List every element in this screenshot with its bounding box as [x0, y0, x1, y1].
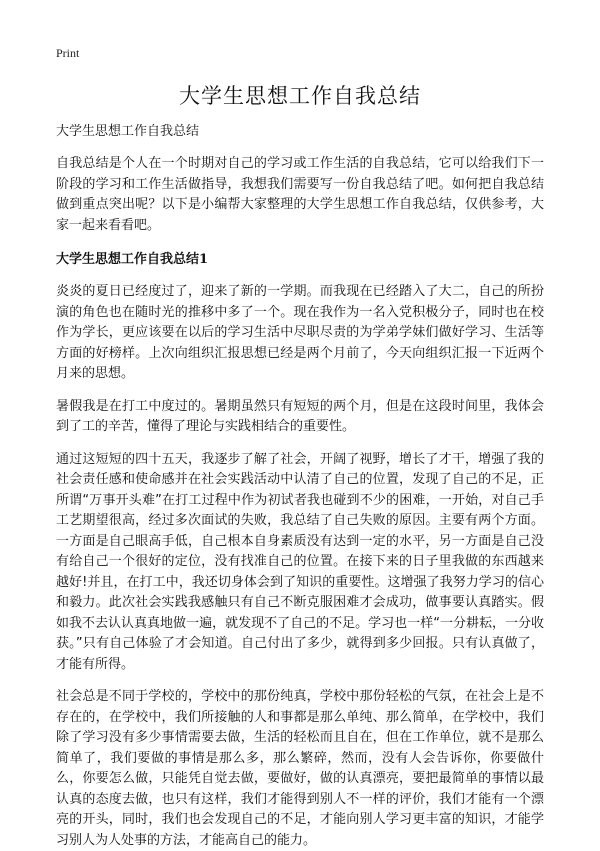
print-label: Print — [56, 46, 80, 60]
body-paragraph: 炎炎的夏日已经度过了，迎来了新的一学期。而我现在已经踏入了大二，自己的所扮演的角色也在随时光的推移中多了一个。现在我作为一名入党积极分子，同时也在校作为学长，更应该要在以后的学习生活中尽职尽责的为学弟学妹们做好学习、生活等方面的好榜样。上次向组织汇报思想已经是两个月前了，今天向组织汇报一下近两个月来的思想。 — [56, 284, 544, 381]
document-subtitle: 大学生思想工作自我总结 — [56, 124, 200, 139]
body-paragraph: 社会总是不同于学校的，学校中的那份纯真，学校中那份轻松的气氛，在社会上是不存在的，在学校中，我们所接触的人和事都是那么单纯、那么简单，在学校中，我们除了学习没有多少事情需要去做，生活的轻松而且自在，但在工作单位，就不是那么简单了，我们要做的事情是那么多，那么繁碎，然而，没有人会告诉你，你要做什么，你要怎么做，只能凭自觉去做，要做好，做的认真漂亮，要把最简单的事情以最认真的态度去做，也只有这样，我们才能得到别人不一样的评价，我们才能有一个漂亮的开头，同时，我们也会发现自己的不足，才能向别人学习更丰富的知识，才能学习别人为人处事的方法，才能高自己的能力。 — [56, 689, 544, 848]
section-heading: 大学生思想工作自我总结1 — [56, 252, 209, 267]
document-title: 大学生思想工作自我总结 — [179, 84, 421, 108]
body-paragraph: 暑假我是在打工中度过的。暑期虽然只有短短的两个月，但是在这段时间里，我体会到了工的辛苦，懂得了理论与实践相结合的重要性。 — [56, 398, 544, 434]
intro-paragraph: 自我总结是个人在一个时期对自己的学习或工作生活的自我总结，它可以给我们下一阶段的学习和工作生活做指导，我想我们需要写一份自我总结了吧。如何把自我总结做到重点突出呢？以下是小编帮大家整理的大学生思想工作自我总结，仅供参考，大家一起来看看吧。 — [56, 156, 544, 233]
body-paragraph: 通过这短短的四十五天，我逐步了解了社会，开阔了视野，增长了才干，增强了我的社会责任感和使命感并在社会实践活动中认清了自己的位置，发现了自己的不足，正所谓“万事开头难”在打工过程中作为初试者我也碰到不少的困难，一开始，对自己手工艺期望很高，经过多次面试的失败，我总结了自己失败的原因。主要有两个方面。一方面是自己眼高手低，自己根本自身素质没有达到一定的水平，另一方面是自己没有给自己一个很好的定位，没有找准自己的位置。在接下来的日子里我做的东西越来越好!并且，在打工中，我还切身体会到了知识的重要性。这增强了我努力学习的信心和毅力。此次社会实践我感触只有自己不断克服困难才会成功，做事要认真踏实。假如我不去认认真真地做一遍，就发现不了自己的不足。学习也一样“一分耕耘，一分收获。”只有自己体验了才会知道。自己付出了多少，就得到多少回报。只有认真做了，才能有所得。 — [56, 451, 544, 672]
